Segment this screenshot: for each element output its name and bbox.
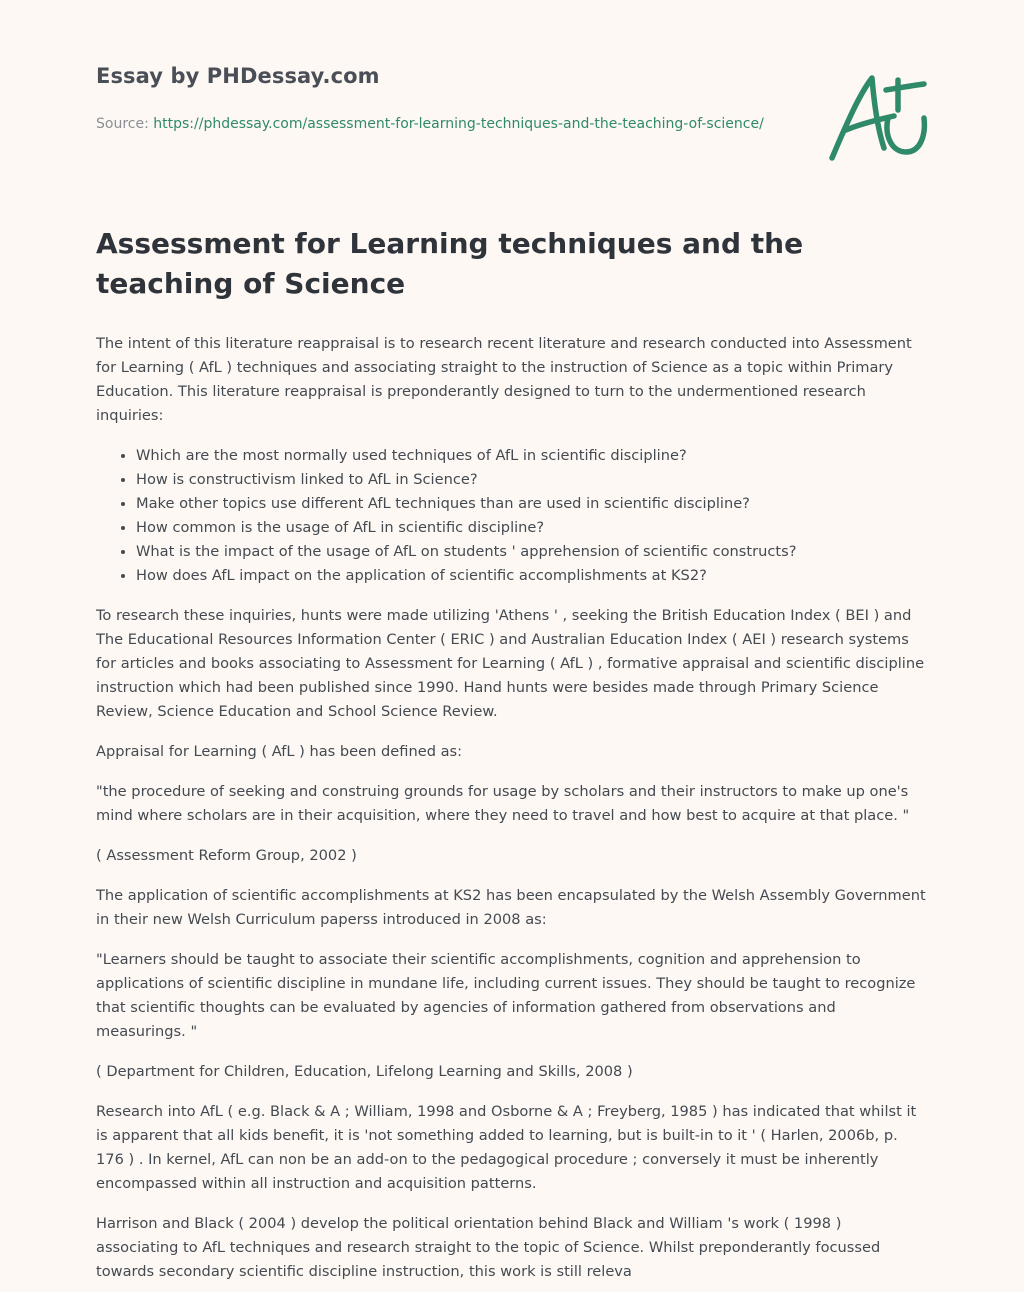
list-item: • Make other topics use different AfL techniques than are used in scientific discipline? — [136, 492, 928, 516]
list-item: • How is constructivism linked to AfL in Science? — [136, 468, 928, 492]
page-header — [96, 0, 928, 200]
source-link[interactable]: https://phdessay.com/assessment-for-learning-techniques-and-the-teaching-of-science/ — [153, 116, 764, 132]
list-item: • What is the impact of the usage of AfL on students ' apprehension of scientific constructs? — [136, 540, 928, 564]
quote-paragraph: "the procedure of seeking and construing grounds for usage by scholars and their instructors to make up one's mind where scholars are in their acquisition, where they need to travel and how best to acquire at that place. " — [96, 783, 910, 824]
quote-paragraph: "Learners should be taught to associate their scientific accomplishments, cognition and apprehension to applications of scientific discipline in mundane life, including current issues. They should be taught to recognize that scientific thoughts can be evaluated by agencies of information gathered from observations and measurings. " — [96, 951, 916, 1040]
research-questions-list — [96, 444, 928, 588]
source-line — [96, 112, 776, 136]
site-brand: Essay by PHDessay.com — [96, 64, 380, 88]
a-plus-logo-icon — [826, 66, 930, 166]
intro-paragraph: The intent of this literature reappraisal is to research recent literature and research conducted into Assessment for Learning ( AfL ) techniques and associating straight to the instruction of Science as a topic within Primary Education. This literature reappraisal is preponderantly designed to turn to the undermentioned research inquiries: — [96, 335, 912, 424]
essay-title: Assessment for Learning techniques and the teaching of Science — [96, 227, 804, 300]
body-paragraph: The application of scientific accomplishments at KS2 has been encapsulated by the Welsh Assembly Government in their new Welsh Curriculum paperss introduced in 2008 as: — [96, 887, 926, 928]
list-item: • How common is the usage of AfL in scientific discipline? — [136, 516, 928, 540]
citation: ( Assessment Reform Group, 2002 ) — [96, 847, 357, 864]
citation: ( Department for Children, Education, Lifelong Learning and Skills, 2008 ) — [96, 1063, 633, 1080]
list-item: • Which are the most normally used techniques of AfL in scientific discipline? — [136, 444, 928, 468]
source-label: Source: — [96, 116, 149, 132]
list-item: • How does AfL impact on the application of scientific accomplishments at KS2? — [136, 564, 928, 588]
body-paragraph: Harrison and Black ( 2004 ) develop the political orientation behind Black and William 's work ( 1998 ) associating to AfL techniques and research straight to the topic of Science. Whilst preponderantly focussed towards secondary scientific discipline instruction, this work is still releva — [96, 1215, 881, 1280]
body-paragraph: To research these inquiries, hunts were made utilizing 'Athens ' , seeking the British Education Index ( BEI ) and The Educational Resources Information Center ( ERIC ) and Australian Education Index ( AEI ) research systems for articles and books associating to Assessment for Learning ( AfL ) , formative appraisal and scientific discipline instruction which had been published since 1990. Hand hunts were besides made through Primary Science Review, Science Education and School Science Review. — [96, 607, 925, 720]
body-paragraph: Research into AfL ( e.g. Black & A ; William, 1998 and Osborne & A ; Freyberg, 1985 ) has indicated that whilst it is apparent that all kids benefit, it is 'not something added to learning, but is built-in to it ' ( Harlen, 2006b, p. 176 ) . In kernel, AfL can non be an add-on to the pedagogical procedure ; conversely it must be inherently encompassed within all instruction and acquisition patterns. — [96, 1103, 917, 1192]
body-paragraph: Appraisal for Learning ( AfL ) has been defined as: — [96, 743, 463, 760]
essay-body — [96, 332, 928, 1284]
